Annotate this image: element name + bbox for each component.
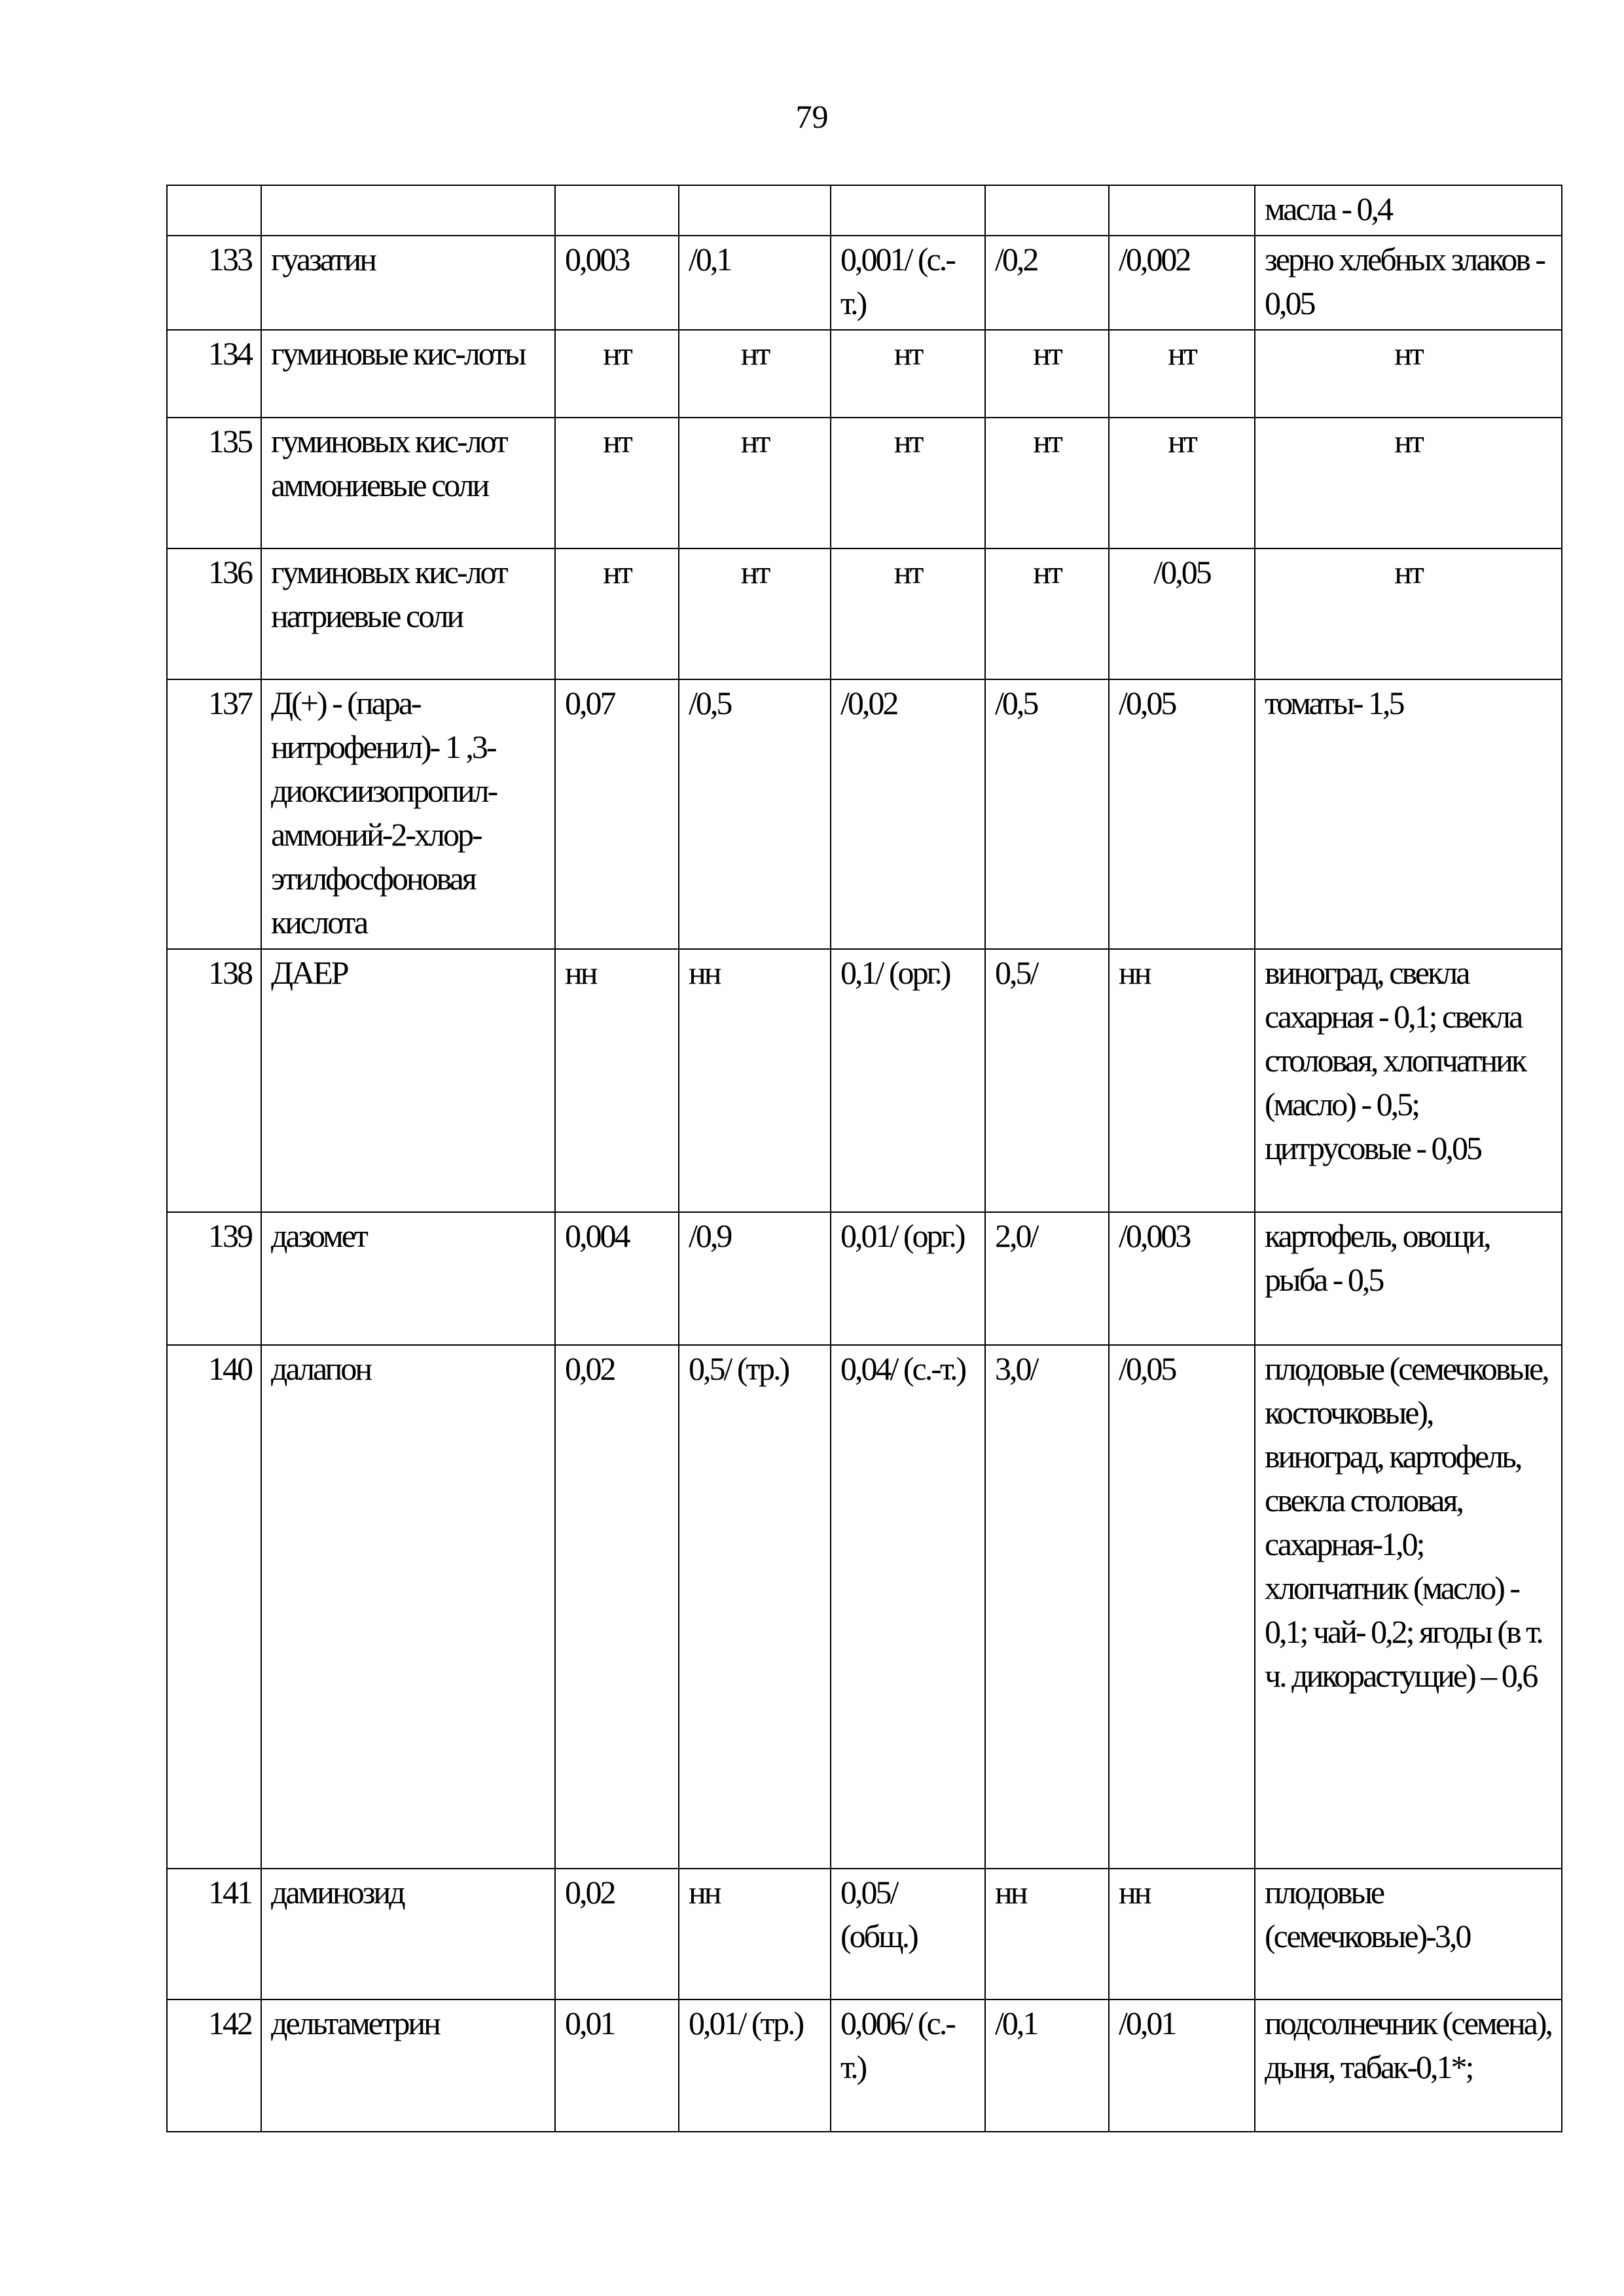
cell-c7: нт: [1109, 330, 1255, 418]
table-row: [167, 679, 1562, 949]
cell-c4: нт: [679, 418, 831, 548]
cell-c6: 0,5/: [985, 949, 1109, 1212]
cell-name: дазомет: [261, 1212, 555, 1345]
cell-c3: 0,01: [555, 2000, 679, 2132]
cell-name: гуминовых кис-лот аммониевые соли: [261, 418, 555, 548]
cell-c5: /0,02: [831, 679, 985, 949]
cell-num: 134: [167, 330, 261, 418]
cell-name: гуминовые кис-лоты: [261, 330, 555, 418]
table-row: [167, 236, 1562, 330]
cell-c6: 3,0/: [985, 1345, 1109, 1869]
cell-c6: нт: [985, 418, 1109, 548]
table-row: [167, 1212, 1562, 1345]
cell-c6: /0,2: [985, 236, 1109, 330]
page-number: 79: [795, 98, 829, 135]
table-row: [167, 418, 1562, 548]
cell-c6: нт: [985, 548, 1109, 679]
cell-c7: нн: [1109, 949, 1255, 1212]
cell-crops: томаты- 1,5: [1255, 679, 1562, 949]
cell-c3: 0,003: [555, 236, 679, 330]
cell-c5: 0,001/ (с.-т.): [831, 236, 985, 330]
cell-c4: нн: [679, 949, 831, 1212]
table-row: [167, 1345, 1562, 1869]
cell-c7: /0,01: [1109, 2000, 1255, 2132]
cell-c3: 0,004: [555, 1212, 679, 1345]
cell-name: Д(+) - (пара-нитрофенил)- 1 ,3-диоксиизопропил-аммоний-2-хлор-этилфосфоновая кислота: [261, 679, 555, 949]
cell-crops: зерно хлебных злаков - 0,05: [1255, 236, 1562, 330]
cell-c3: 0,02: [555, 1869, 679, 2000]
cell-c5: нт: [831, 418, 985, 548]
cell-c4: нт: [679, 330, 831, 418]
cell-num: 137: [167, 679, 261, 949]
cell-c3: [555, 185, 679, 236]
cell-c7: [1109, 185, 1255, 236]
cell-name: даминозид: [261, 1869, 555, 2000]
table-row: [167, 949, 1562, 1212]
cell-c5: 0,01/ (орг.): [831, 1212, 985, 1345]
cell-c4: [679, 185, 831, 236]
cell-c6: нн: [985, 1869, 1109, 2000]
cell-name: гуазатин: [261, 236, 555, 330]
cell-c6: 2,0/: [985, 1212, 1109, 1345]
cell-c4: /0,1: [679, 236, 831, 330]
cell-c5: 0,04/ (с.-т.): [831, 1345, 985, 1869]
cell-num: [167, 185, 261, 236]
cell-c7: нт: [1109, 418, 1255, 548]
cell-crops: нт: [1255, 418, 1562, 548]
cell-num: 140: [167, 1345, 261, 1869]
cell-c6: /0,1: [985, 2000, 1109, 2132]
cell-c5: нт: [831, 330, 985, 418]
cell-c3: нт: [555, 330, 679, 418]
cell-c4: /0,5: [679, 679, 831, 949]
cell-c3: нт: [555, 418, 679, 548]
cell-c7: /0,002: [1109, 236, 1255, 330]
cell-c4: 0,5/ (тр.): [679, 1345, 831, 1869]
cell-crops: нт: [1255, 330, 1562, 418]
cell-c4: нн: [679, 1869, 831, 2000]
cell-c7: /0,05: [1109, 1345, 1255, 1869]
cell-c3: 0,02: [555, 1345, 679, 1869]
cell-c3: нн: [555, 949, 679, 1212]
cell-c4: нт: [679, 548, 831, 679]
cell-num: 135: [167, 418, 261, 548]
pesticide-table: [166, 185, 1562, 2132]
cell-c4: /0,9: [679, 1212, 831, 1345]
cell-num: 136: [167, 548, 261, 679]
cell-c4: 0,01/ (тр.): [679, 2000, 831, 2132]
cell-name: ДАЕР: [261, 949, 555, 1212]
cell-num: 142: [167, 2000, 261, 2132]
cell-num: 138: [167, 949, 261, 1212]
cell-crops: виноград, свекла сахарная - 0,1; свекла столовая, хлопчатник (масло) - 0,5; цитрусовые - 0,05: [1255, 949, 1562, 1212]
table-row: [167, 2000, 1562, 2132]
cell-c7: нн: [1109, 1869, 1255, 2000]
table-row: [167, 330, 1562, 418]
cell-c5: 0,1/ (орг.): [831, 949, 985, 1212]
cell-name: дельтаметрин: [261, 2000, 555, 2132]
cell-name: [261, 185, 555, 236]
table-row: [167, 185, 1562, 236]
cell-crops: плодовые (семечковые)-3,0: [1255, 1869, 1562, 2000]
cell-crops: подсолнечник (семена), дыня, табак-0,1*;: [1255, 2000, 1562, 2132]
cell-c6: [985, 185, 1109, 236]
table-row: [167, 548, 1562, 679]
cell-c3: нт: [555, 548, 679, 679]
cell-c5: [831, 185, 985, 236]
cell-c6: /0,5: [985, 679, 1109, 949]
cell-c7: /0,003: [1109, 1212, 1255, 1345]
table-row: [167, 1869, 1562, 2000]
cell-c5: 0,05/ (общ.): [831, 1869, 985, 2000]
cell-crops: плодовые (семечковые, косточковые), виноград, картофель, свекла столовая, сахарная-1,0; хлопчатник (масло) - 0,1; чай- 0,2; ягоды (в т. ч. дикорастущие) – 0,6: [1255, 1345, 1562, 1869]
cell-num: 141: [167, 1869, 261, 2000]
cell-c7: /0,05: [1109, 548, 1255, 679]
cell-crops: картофель, овощи, рыба - 0,5: [1255, 1212, 1562, 1345]
cell-c5: 0,006/ (с.-т.): [831, 2000, 985, 2132]
cell-name: гуминовых кис-лот натриевые соли: [261, 548, 555, 679]
cell-c6: нт: [985, 330, 1109, 418]
cell-crops: нт: [1255, 548, 1562, 679]
cell-name: далапон: [261, 1345, 555, 1869]
cell-c5: нт: [831, 548, 985, 679]
cell-c7: /0,05: [1109, 679, 1255, 949]
cell-num: 139: [167, 1212, 261, 1345]
cell-num: 133: [167, 236, 261, 330]
cell-crops: масла - 0,4: [1255, 185, 1562, 236]
cell-c3: 0,07: [555, 679, 679, 949]
